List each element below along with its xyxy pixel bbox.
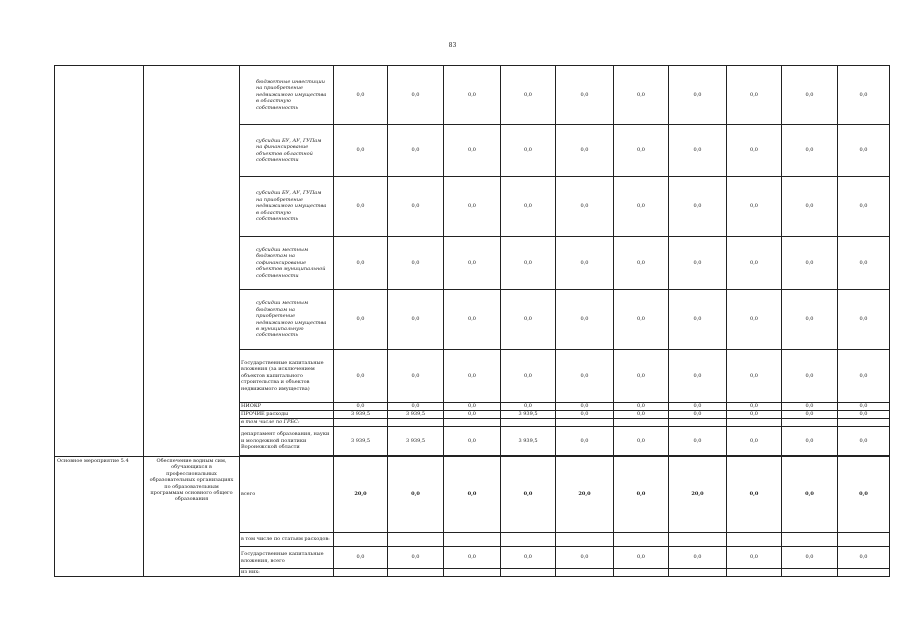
row-label: Государственные капитальные вложения, всего: [240, 547, 334, 569]
value-cell: 0,0: [669, 237, 727, 290]
value-cell: 0,0: [556, 350, 614, 403]
value-cell: 0,0: [444, 403, 501, 411]
value-cell: 0,0: [838, 290, 890, 350]
value-cell: 0,0: [556, 66, 614, 125]
value-cell: 3 939,5: [501, 427, 556, 456]
value-cell: 0,0: [334, 237, 388, 290]
value-cell: 0,0: [444, 177, 501, 237]
value-cell: 0,0: [669, 350, 727, 403]
value-cell: 0,0: [614, 403, 669, 411]
value-cell: 0,0: [838, 427, 890, 456]
value-cell: 3 939,5: [334, 411, 388, 419]
value-cell: 0,0: [334, 177, 388, 237]
value-cell: 0,0: [838, 350, 890, 403]
value-cell: 0,0: [782, 547, 838, 569]
value-cell: 0,0: [556, 290, 614, 350]
value-cell: 0,0: [614, 125, 669, 177]
event-description: Обеспечение водным сим, обучающихся в профессиональных образовательных организациях по образовательным программам основного общего образования: [144, 457, 240, 577]
value-cell: 0,0: [444, 427, 501, 456]
value-cell: 0,0: [614, 290, 669, 350]
value-cell: 0,0: [444, 350, 501, 403]
value-cell: 0,0: [614, 350, 669, 403]
value-cell: 0,0: [782, 403, 838, 411]
value-cell: 0,0: [614, 457, 669, 533]
value-cell: 20,0: [334, 457, 388, 533]
value-cell: 0,0: [669, 177, 727, 237]
value-cell: 0,0: [727, 66, 782, 125]
value-cell: 20,0: [556, 457, 614, 533]
row-label: ПРОЧИЕ расходы: [240, 411, 334, 419]
value-cell: 0,0: [501, 350, 556, 403]
table-row: [55, 457, 890, 533]
value-cell: 0,0: [727, 237, 782, 290]
value-cell: 0,0: [334, 547, 388, 569]
value-cell: 0,0: [556, 177, 614, 237]
page-number: 83: [448, 42, 457, 49]
value-cell: 0,0: [782, 290, 838, 350]
value-cell: 0,0: [501, 547, 556, 569]
value-cell: 0,0: [782, 177, 838, 237]
value-cell: 0,0: [556, 403, 614, 411]
value-cell: 0,0: [444, 66, 501, 125]
value-cell: 0,0: [838, 547, 890, 569]
value-cell: 0,0: [388, 125, 444, 177]
value-cell: 3 939,5: [388, 427, 444, 456]
value-cell: 0,0: [782, 427, 838, 456]
value-cell: 0,0: [727, 350, 782, 403]
event-title: Основное мероприятие 5.4: [55, 457, 144, 577]
value-cell: 0,0: [782, 237, 838, 290]
row-label: в том числе по ГРБС:: [240, 419, 334, 427]
value-cell: 0,0: [727, 177, 782, 237]
value-cell: 0,0: [727, 290, 782, 350]
value-cell: 0,0: [334, 403, 388, 411]
value-cell: 0,0: [334, 290, 388, 350]
value-cell: 20,0: [669, 457, 727, 533]
value-cell: 0,0: [669, 411, 727, 419]
value-cell: 3 939,5: [334, 427, 388, 456]
row-label: субсидии БУ, АУ, ГУПам на приобретение недвижимого имущества в областную собственность: [240, 177, 334, 237]
value-cell: 0,0: [727, 125, 782, 177]
budget-table: [54, 65, 890, 577]
value-cell: 0,0: [444, 237, 501, 290]
value-cell: 0,0: [838, 125, 890, 177]
row-label: бюджетные инвестиции на приобретение недвижимого имущества в областную собственность: [240, 66, 334, 125]
table-row: [55, 66, 890, 125]
value-cell: 0,0: [614, 66, 669, 125]
value-cell: 0,0: [334, 350, 388, 403]
value-cell: 0,0: [669, 290, 727, 350]
value-cell: 0,0: [388, 290, 444, 350]
value-cell: 0,0: [727, 427, 782, 456]
value-cell: 0,0: [501, 237, 556, 290]
value-cell: 0,0: [614, 547, 669, 569]
value-cell: 0,0: [556, 427, 614, 456]
value-cell: 0,0: [556, 547, 614, 569]
value-cell: 0,0: [782, 125, 838, 177]
value-cell: 0,0: [388, 66, 444, 125]
event-description-cell-empty: [144, 66, 240, 457]
row-label: субсидии БУ, АУ, ГУПам на финансирование объектов областной собственности: [240, 125, 334, 177]
value-cell: 0,0: [614, 427, 669, 456]
value-cell: 0,0: [669, 66, 727, 125]
value-cell: 0,0: [556, 125, 614, 177]
row-label: в том числе по статьям расходов:: [240, 533, 334, 547]
value-cell: 3 939,5: [388, 411, 444, 419]
value-cell: 0,0: [669, 427, 727, 456]
value-cell: 0,0: [388, 350, 444, 403]
row-label: из них:: [240, 569, 334, 577]
value-cell: 0,0: [388, 547, 444, 569]
value-cell: 0,0: [838, 177, 890, 237]
value-cell: 0,0: [334, 66, 388, 125]
value-cell: 0,0: [388, 403, 444, 411]
event-title-cell-empty: [55, 66, 144, 457]
value-cell: 3 939,5: [501, 411, 556, 419]
value-cell: 0,0: [388, 177, 444, 237]
value-cell: 0,0: [444, 547, 501, 569]
value-cell: 0,0: [444, 411, 501, 419]
value-cell: 0,0: [782, 457, 838, 533]
value-cell: 0,0: [388, 457, 444, 533]
value-cell: 0,0: [556, 237, 614, 290]
value-cell: 0,0: [388, 237, 444, 290]
value-cell: 0,0: [782, 350, 838, 403]
value-cell: 0,0: [669, 125, 727, 177]
value-cell: 0,0: [727, 403, 782, 411]
row-label: субсидии местным бюджетам на софинансирование объектов муниципальной собственности: [240, 237, 334, 290]
value-cell: 0,0: [838, 237, 890, 290]
value-cell: 0,0: [838, 66, 890, 125]
value-cell: 0,0: [501, 177, 556, 237]
value-cell: 0,0: [334, 125, 388, 177]
value-cell: 0,0: [838, 457, 890, 533]
value-cell: 0,0: [838, 411, 890, 419]
value-cell: 0,0: [501, 66, 556, 125]
value-cell: 0,0: [669, 547, 727, 569]
row-label: департамент образования, науки и молодежной политики Воронежской области: [240, 427, 334, 456]
value-cell: 0,0: [727, 411, 782, 419]
row-label: всего: [240, 457, 334, 533]
value-cell: 0,0: [444, 125, 501, 177]
value-cell: 0,0: [556, 411, 614, 419]
value-cell: 0,0: [782, 66, 838, 125]
row-label: субсидии местным бюджетам на приобретение недвижимого имущества в муниципальную собственность: [240, 290, 334, 350]
value-cell: 0,0: [614, 237, 669, 290]
value-cell: 0,0: [444, 457, 501, 533]
value-cell: 0,0: [501, 290, 556, 350]
value-cell: 0,0: [444, 290, 501, 350]
value-cell: 0,0: [782, 411, 838, 419]
value-cell: 0,0: [727, 457, 782, 533]
value-cell: 0,0: [501, 403, 556, 411]
value-cell: 0,0: [501, 125, 556, 177]
value-cell: 0,0: [614, 411, 669, 419]
value-cell: 0,0: [669, 403, 727, 411]
row-label: Государственные капитальные вложения (за исключением объектов капитального строительства и объектов недвижимого имущества): [240, 350, 334, 403]
value-cell: 0,0: [614, 177, 669, 237]
value-cell: 0,0: [501, 457, 556, 533]
row-label: НИОКР: [240, 403, 334, 411]
value-cell: 0,0: [727, 547, 782, 569]
value-cell: 0,0: [838, 403, 890, 411]
